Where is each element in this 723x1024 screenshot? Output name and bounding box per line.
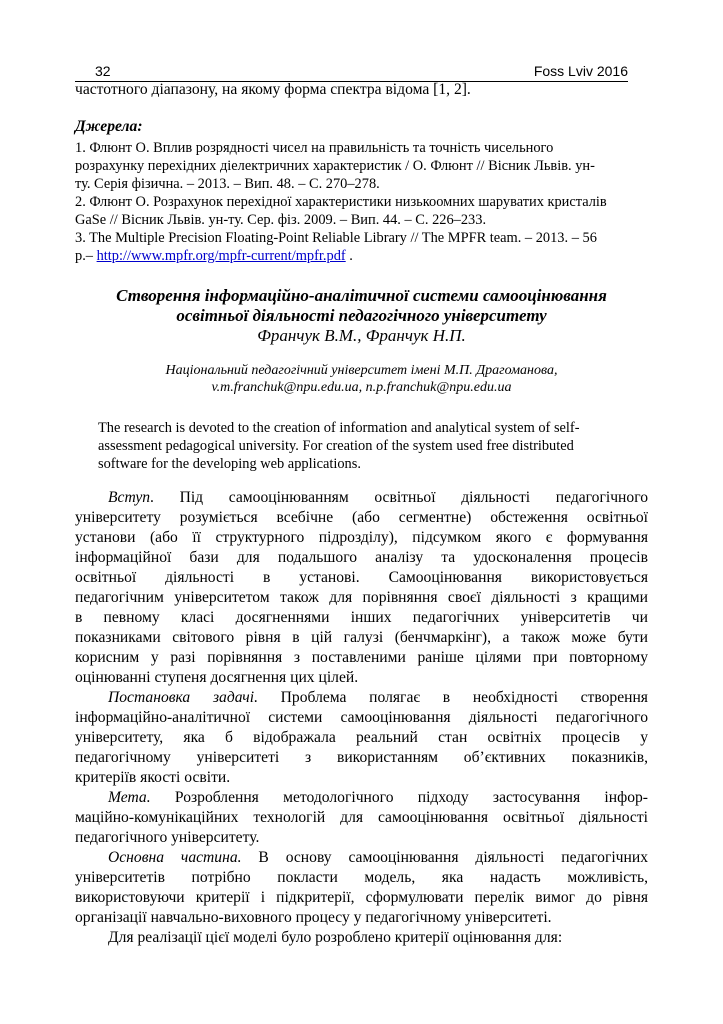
paragraph-line: університетів потрібно покласти модель, яка надасть можливість,: [75, 869, 648, 886]
paragraph-line: установи (або її структурного підрозділу), підсумком якого є формування: [75, 529, 648, 546]
paragraph-line: інформаційної бази для подальшого аналізу та удосконалення процесів: [75, 549, 648, 566]
page-header: [75, 64, 628, 82]
page-number: 32: [95, 63, 111, 79]
paragraph-line: інформаційно-аналітичної системи самооцінювання діяльності педагогічного: [75, 709, 648, 726]
paragraph-goal-first: [108, 789, 648, 807]
paragraph-line-last: критеріїв якості освіти.: [75, 769, 231, 786]
paragraph-main-first: [108, 849, 648, 867]
paragraph-problem-first: [108, 689, 648, 707]
reference-line: 1. Флюнт О. Вплив розрядності чисел на правильність та точність чисельного: [75, 140, 554, 156]
abstract-line: assessment pedagogical university. For creation of the system used free distributed: [98, 438, 574, 454]
goal-lead: Мета.: [108, 789, 151, 806]
paragraph-line: маційно-комунікаційних технологій для самооцінювання освітньої діяльності: [75, 809, 648, 826]
article-authors: Франчук В.М., Франчук Н.П.: [257, 326, 466, 345]
goal-first-text: Розроблення методологічного підходу застосування інфор-: [150, 789, 648, 806]
intro-lead: Вступ: [108, 489, 151, 506]
abstract-line: The research is devoted to the creation of information and analytical system of self-: [98, 420, 580, 436]
mpfr-link[interactable]: http://www.mpfr.org/mpfr-current/mpfr.pdf: [96, 248, 346, 264]
problem-first-text: Проблема полягає в необхідності створення: [257, 689, 648, 706]
article-title-line2: освітньої діяльності педагогічного університету: [176, 306, 547, 325]
reference-line: GaSe // Вісник Львів. ун-ту. Сер. фіз. 2009. – Вип. 44. – С. 226–233.: [75, 212, 487, 228]
sources-heading: Джерела:: [75, 118, 143, 135]
paragraph-line: корисним у разі порівняння з поставленими раніше цілями при повторному: [75, 649, 648, 666]
conference-name: Foss Lviv 2016: [533, 63, 628, 79]
affiliation: Національний педагогічний університет імені М.П. Драгоманова,: [165, 363, 558, 378]
reference-line: 2. Флюнт О. Розрахунок перехідної характеристики низькоомних шаруватих кристалів: [75, 194, 607, 210]
article-title-line1: Створення інформаційно-аналітичної системи самооцінювання: [116, 286, 607, 305]
reference-line: ту. Серія фізична. – 2013. – Вип. 48. – С. 270–278.: [75, 176, 380, 192]
paragraph-line: педагогічному університеті з використанням об’єктивних показників,: [75, 749, 648, 766]
paragraph-line: використовуючи критерії і підкритерії, сформулювати перелік вимог до рівня: [75, 889, 648, 906]
main-first-text: В основу самооцінювання діяльності педагогічних: [241, 849, 649, 866]
paragraph-line-last: організації навчально-виховного процесу у педагогічному університеті.: [75, 909, 552, 926]
main-lead: Основна частина.: [108, 849, 242, 866]
paragraph-line: в певному класі досягненнями інших педагогічних університетів чи: [75, 609, 648, 626]
reference-line: 3. The Multiple Precision Floating-Point Reliable Library // The MPFR team. – 2013. – 56: [75, 230, 597, 246]
previous-text: частотного діапазону, на якому форма спектра відома [1, 2].: [75, 81, 471, 98]
reference-line-last: [75, 248, 648, 265]
problem-lead: Постановка задачі.: [108, 689, 258, 706]
paragraph-line: показниками світового рівня в цій галузі (бенчмаркінг), а також може бути: [75, 629, 648, 646]
paragraph-line: університету, яка б відображала реальний стан освітніх процесів у: [75, 729, 648, 746]
paragraph-line: педагогічним університетом також для порівняння своєї діяльності з кращими: [75, 589, 648, 606]
author-emails: v.m.franchuk@npu.edu.ua, n.p.franchuk@npu.edu.ua: [211, 380, 512, 395]
paragraph-line-last: оцінюванні ступеня досягнення цих цілей.: [75, 669, 359, 686]
paragraph-line-last: педагогічного університету.: [75, 829, 260, 846]
paragraph-line: університету розуміється всебічне (або сегментне) обстеження освітньої: [75, 509, 648, 526]
reference-prefix: p.–: [75, 248, 97, 264]
paragraph-criteria: Для реалізації цієї моделі було розроблено критерії оцінювання для:: [108, 929, 563, 946]
reference-line: розрахунку перехідних діелектричних характеристик / О. Флюнт // Вісник Львів. ун-: [75, 158, 595, 174]
abstract-line: software for the developing web applications.: [98, 456, 361, 472]
paragraph-line: освітньої діяльності в установі. Самооцінювання використовується: [75, 569, 648, 586]
intro-first-text: . Під самооцінюванням освітньої діяльності педагогічного: [150, 489, 648, 506]
paragraph-intro-first: [108, 489, 648, 507]
reference-suffix: .: [345, 248, 353, 264]
